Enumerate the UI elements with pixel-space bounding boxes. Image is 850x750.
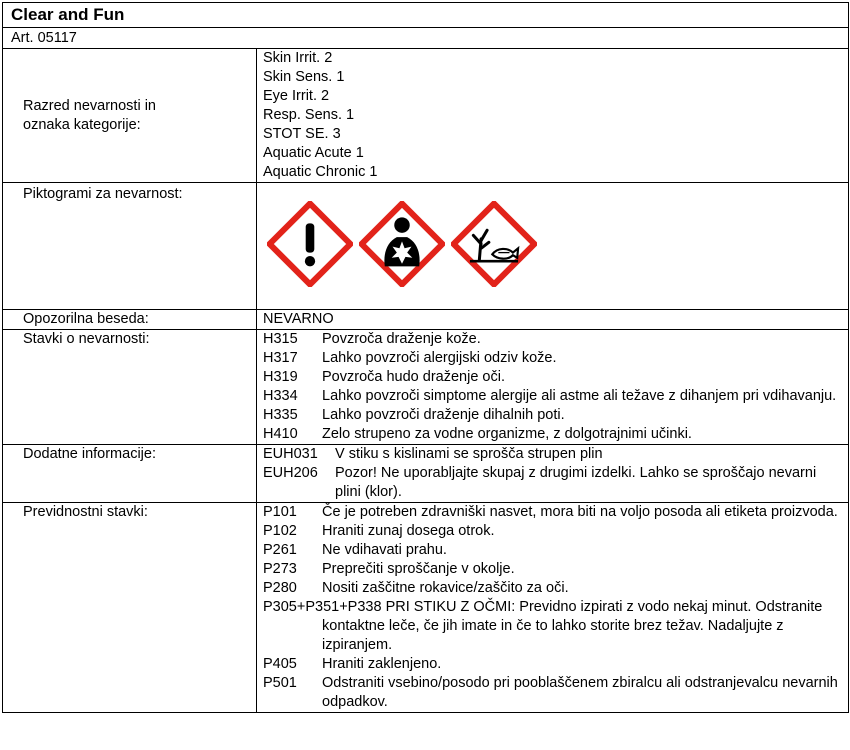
- hazard-class-item: Resp. Sens. 1: [263, 107, 355, 123]
- precautionary-statement: P273 Preprečiti sproščanje v okolje.: [263, 561, 515, 577]
- precautionary-statement: P101 Če je potreben zdravniški nasvet, mora biti na voljo posoda ali etiketa proizvoda.: [263, 504, 838, 520]
- hazard-statement: H410 Zelo strupeno za vodne organizme, z dolgotrajnimi učinki.: [263, 426, 692, 442]
- hazard-statements-row: [3, 330, 849, 445]
- pictogram-label: Piktogrami za nevarnost:: [3, 183, 257, 310]
- hazard-class-item: Eye Irrit. 2: [263, 88, 330, 104]
- signal-word-row: [3, 310, 849, 330]
- euh-statement: EUH206 Pozor! Ne uporabljajte skupaj z drugimi izdelki. Lahko se sproščajo nevarni plini (klor).: [263, 465, 817, 500]
- hazard-statement: H315 Povzroča draženje kože.: [263, 331, 481, 347]
- hazard-statement: H319 Povzroča hudo draženje oči.: [263, 369, 505, 385]
- precautionary-list: [257, 503, 849, 713]
- precautionary-label: Previdnostni stavki:: [3, 503, 257, 713]
- precautionary-statement: P305+P351+P338 PRI STIKU Z OČMI: Previdno izpirati z vodo nekaj minut. Odstranite kontaktne leče, če jih imate in če to lahko storite brez težav. Nadaljujte z izpiranjem.: [263, 599, 823, 653]
- signal-word-label: Opozorilna beseda:: [3, 310, 257, 330]
- hazard-class-item: Aquatic Acute 1: [263, 145, 364, 161]
- hazard-class-row: [3, 49, 849, 183]
- environment-hazard-icon: [451, 201, 537, 287]
- precautionary-statement: P280 Nositi zaščitne rokavice/zaščito za oči.: [263, 580, 569, 596]
- additional-info-list: [257, 445, 849, 503]
- hazard-statements-label: Stavki o nevarnosti:: [3, 330, 257, 445]
- hazard-statement: H317 Lahko povzroči alergijski odziv kože.: [263, 350, 557, 366]
- hazard-statement: H335 Lahko povzroči draženje dihalnih poti.: [263, 407, 565, 423]
- additional-info-label: Dodatne informacije:: [3, 445, 257, 503]
- euh-statement: EUH031 V stiku s kislinami se sprošča strupen plin: [263, 446, 603, 462]
- article-row: [3, 28, 849, 49]
- hazard-statements-list: [257, 330, 849, 445]
- title-row: [3, 3, 849, 28]
- additional-info-row: [3, 445, 849, 503]
- exclamation-mark-icon: [267, 201, 353, 287]
- pictogram-cell: [257, 183, 849, 310]
- article-number: Art. 05117: [3, 28, 849, 49]
- hazard-class-label: Razred nevarnosti in oznaka kategorije:: [3, 49, 257, 183]
- precautionary-statement: P405 Hraniti zaklenjeno.: [263, 656, 442, 672]
- precautionary-row: [3, 503, 849, 713]
- signal-word-value: NEVARNO: [257, 310, 849, 330]
- precautionary-statement: P501 Odstraniti vsebino/posodo pri pooblaščenem zbiralcu ali odstranjevalcu nevarnih odpadkov.: [263, 675, 838, 710]
- hazard-class-item: Skin Sens. 1: [263, 69, 345, 85]
- product-title: Clear and Fun: [3, 3, 849, 28]
- safety-label-sheet: [2, 2, 848, 746]
- hazard-statement: H334 Lahko povzroči simptome alergije ali astme ali težave z dihanjem pri vdihavanju.: [263, 388, 837, 404]
- precautionary-statement: P261 Ne vdihavati prahu.: [263, 542, 447, 558]
- hazard-class-item: Aquatic Chronic 1: [263, 164, 378, 180]
- pictogram-group: [263, 183, 838, 287]
- hazard-class-item: STOT SE. 3: [263, 126, 341, 142]
- hazard-table: [2, 2, 849, 713]
- hazard-class-values: [257, 49, 849, 183]
- hazard-class-item: Skin Irrit. 2: [263, 50, 333, 66]
- precautionary-statement: P102 Hraniti zunaj dosega otrok.: [263, 523, 495, 539]
- pictogram-row: [3, 183, 849, 310]
- health-hazard-icon: [359, 201, 445, 287]
